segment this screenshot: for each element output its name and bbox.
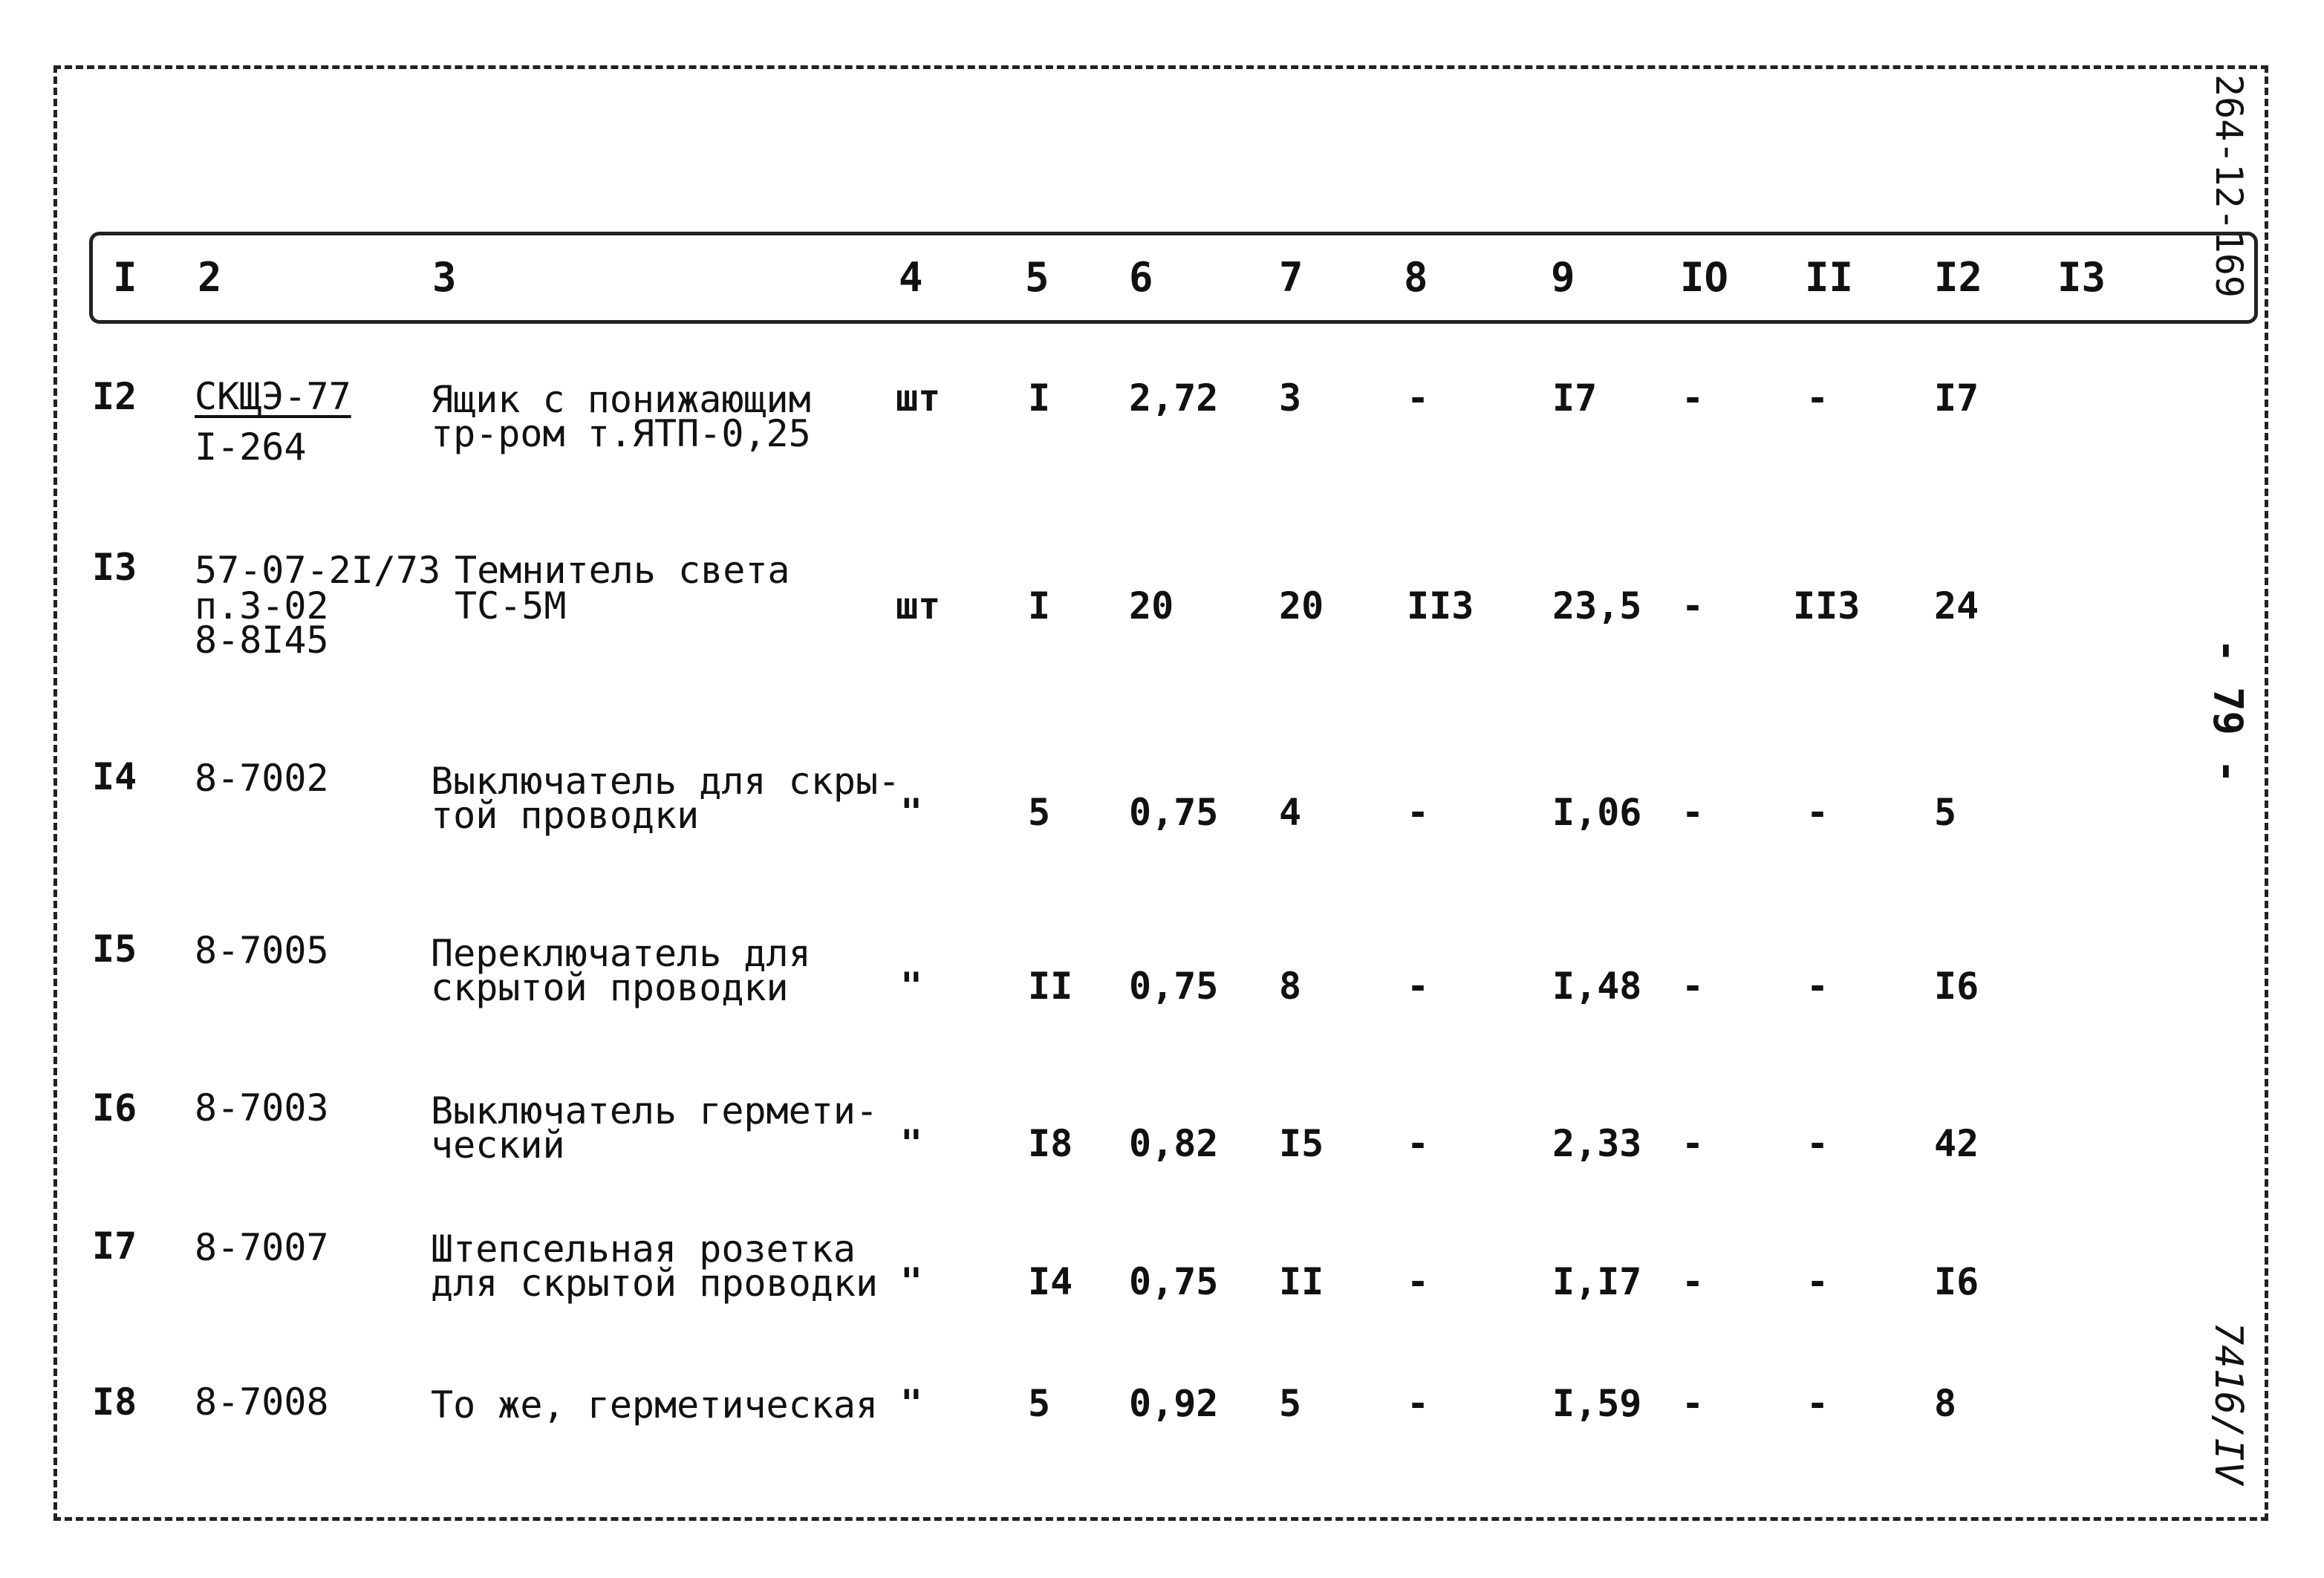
row-description-line2: скрытой проводки: [431, 966, 789, 1009]
row-col9: I,I7: [1552, 1260, 1642, 1303]
row-col5: II: [1028, 965, 1073, 1008]
header-col-6: 6: [1129, 254, 1153, 301]
row-col7: 5: [1279, 1382, 1302, 1425]
row-col12: I6: [1934, 965, 1979, 1008]
row-col12: I7: [1934, 376, 1979, 420]
row-code: 57-07-2I/73: [195, 549, 441, 592]
row-col7: 20: [1279, 584, 1324, 627]
row-code-line2: п.3-02: [195, 584, 329, 627]
row-col6: 2,72: [1129, 376, 1219, 420]
header-col-11: II: [1805, 254, 1854, 301]
row-col6: 0,75: [1129, 965, 1219, 1008]
row-unit: ": [900, 1260, 923, 1303]
row-col12: 24: [1934, 584, 1979, 627]
header-col-5: 5: [1025, 254, 1049, 301]
header-col-9: 9: [1551, 254, 1575, 301]
row-code: СКЩЭ-77: [195, 375, 351, 418]
header-col-2: 2: [198, 254, 222, 301]
row-col12: 8: [1934, 1382, 1957, 1425]
row-number: I3: [92, 546, 137, 589]
row-col10: -: [1682, 1382, 1705, 1425]
row-col10: -: [1682, 1122, 1705, 1165]
row-col11: -: [1806, 1382, 1829, 1425]
row-description-line2: ческий: [431, 1124, 565, 1167]
page-number: - 79 -: [2204, 639, 2251, 784]
row-col12: 42: [1934, 1122, 1979, 1165]
header-col-3: 3: [432, 254, 457, 301]
row-unit: шт: [896, 376, 941, 420]
row-col9: I,06: [1552, 791, 1642, 834]
row-col10: -: [1682, 965, 1705, 1008]
row-col5: 5: [1028, 791, 1051, 834]
row-description: Темнитель света: [455, 549, 790, 592]
row-description-line2: для скрытой проводки: [431, 1262, 879, 1305]
row-number: I4: [92, 755, 137, 798]
row-code-line3: 8-8I45: [195, 619, 329, 662]
row-col8: -: [1407, 1122, 1430, 1165]
row-col9: I7: [1552, 376, 1598, 420]
row-col7: 3: [1279, 376, 1302, 420]
header-col-12: I2: [1934, 254, 1983, 301]
row-col11: II3: [1793, 584, 1861, 627]
row-col8: -: [1407, 965, 1430, 1008]
header-col-8: 8: [1404, 254, 1428, 301]
row-description-line2: тр-ром т.ЯТП-0,25: [431, 412, 811, 455]
row-col7: 4: [1279, 791, 1302, 834]
row-col9: I,48: [1552, 965, 1642, 1008]
inventory-stamp: 7416/IV: [2206, 1322, 2250, 1485]
row-code: 8-7003: [195, 1086, 329, 1129]
row-col8: II3: [1407, 584, 1474, 627]
row-code-line2: I-264: [195, 426, 307, 469]
header-col-13: I3: [2057, 254, 2106, 301]
header-col-1: I: [113, 254, 137, 301]
row-col9: 23,5: [1552, 584, 1642, 627]
row-unit: ": [900, 1122, 923, 1165]
row-col9: I,59: [1552, 1382, 1642, 1425]
row-col5: I8: [1028, 1122, 1073, 1165]
row-col8: -: [1407, 791, 1430, 834]
row-number: I2: [92, 375, 137, 418]
row-col7: 8: [1279, 965, 1302, 1008]
header-col-7: 7: [1279, 254, 1303, 301]
row-col5: I: [1028, 584, 1051, 627]
document-code: 264-12-169: [2207, 74, 2250, 299]
row-unit: ": [900, 965, 923, 1008]
row-number: I8: [92, 1380, 137, 1424]
row-col5: I: [1028, 376, 1051, 420]
row-code: 8-7007: [195, 1226, 329, 1269]
row-description: То же, герметическая: [431, 1383, 879, 1427]
row-col12: 5: [1934, 791, 1957, 834]
row-col10: -: [1682, 376, 1705, 420]
row-code: 8-7002: [195, 757, 329, 800]
row-code: 8-7008: [195, 1380, 329, 1424]
row-col8: -: [1407, 376, 1430, 420]
row-col11: -: [1806, 965, 1829, 1008]
row-description-line2: ТС-5М: [455, 584, 567, 627]
row-col11: -: [1806, 1260, 1829, 1303]
row-col6: 0,75: [1129, 791, 1219, 834]
row-unit: шт: [896, 584, 941, 627]
row-col6: 0,92: [1129, 1382, 1219, 1425]
row-description: Ящик с понижающим: [431, 378, 811, 421]
row-unit: ": [900, 791, 923, 834]
row-col5: 5: [1028, 1382, 1051, 1425]
row-col8: -: [1407, 1260, 1430, 1303]
row-col11: -: [1806, 791, 1829, 834]
row-col7: I5: [1279, 1122, 1324, 1165]
row-number: I5: [92, 927, 137, 971]
row-description: Выключатель для скры-: [431, 760, 901, 803]
row-unit: ": [900, 1382, 923, 1425]
row-description: Штепсельная розетка: [431, 1227, 856, 1271]
row-col10: -: [1682, 791, 1705, 834]
row-col7: II: [1279, 1260, 1324, 1303]
row-code: 8-7005: [195, 929, 329, 972]
header-col-10: IO: [1680, 254, 1729, 301]
row-number: I7: [92, 1225, 137, 1268]
row-col5: I4: [1028, 1260, 1073, 1303]
row-col11: -: [1806, 376, 1829, 420]
row-col11: -: [1806, 1122, 1829, 1165]
header-col-4: 4: [899, 254, 923, 301]
row-description: Выключатель гермети-: [431, 1089, 879, 1132]
row-description-line2: той проводки: [431, 794, 700, 837]
row-col12: I6: [1934, 1260, 1979, 1303]
row-col10: -: [1682, 1260, 1705, 1303]
row-col10: -: [1682, 584, 1705, 627]
row-col6: 0,75: [1129, 1260, 1219, 1303]
row-col8: -: [1407, 1382, 1430, 1425]
row-number: I6: [92, 1086, 137, 1129]
table-header-box: [89, 232, 2258, 324]
row-col6: 0,82: [1129, 1122, 1219, 1165]
row-col6: 20: [1129, 584, 1174, 627]
row-col9: 2,33: [1552, 1122, 1642, 1165]
row-description: Переключатель для: [431, 932, 811, 975]
